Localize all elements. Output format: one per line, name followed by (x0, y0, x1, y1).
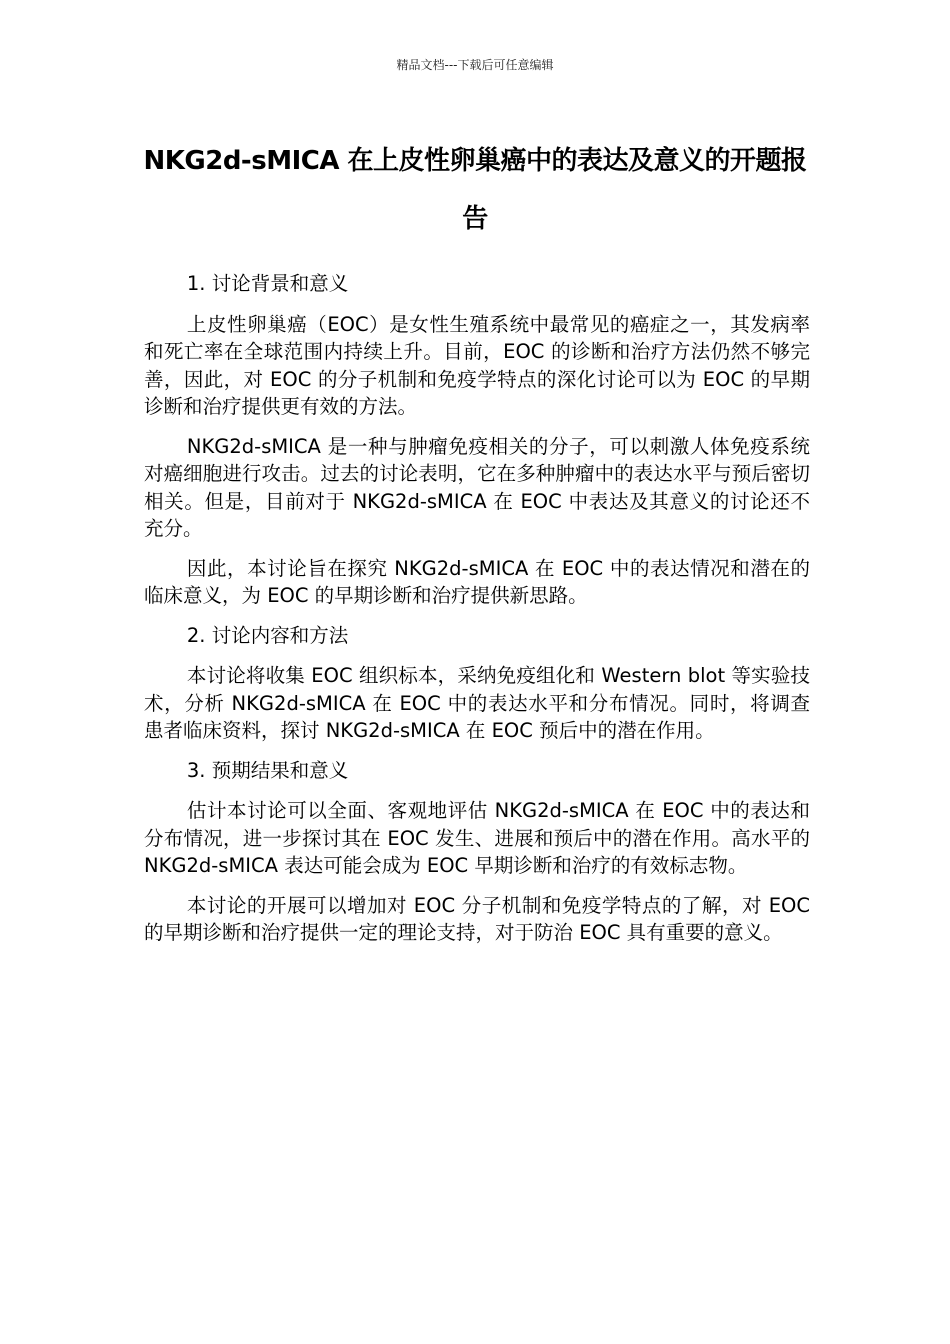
section-heading-methods: 2. 讨论内容和方法 (186, 623, 349, 647)
paragraph-background-2: NKG2d-sMICA 是一种与肿瘤免疫相关的分子，可以刺激人体免疫系统对癌细胞进行攻击。过去的讨论表明，它在多种肿瘤中的表达水平与预后密切相关。但是，目前对于 NKG2d-sMICA 在 EOC 中表达及其意义的讨论还不充分。 (144, 434, 810, 540)
header-note: 精品文档---下载后可任意编辑 (396, 58, 554, 72)
section-heading-background: 1. 讨论背景和意义 (186, 272, 349, 295)
paragraph-expected-results-2: 本讨论的开展可以增加对 EOC 分子机制和免疫学特点的了解，对 EOC 的早期诊断和治疗提供一定的理论支持，对于防治 EOC 具有重要的意义。 (144, 893, 810, 944)
section-heading-expected-results: 3. 预期结果和意义 (186, 758, 349, 782)
document-title: NKG2d-sMICA 在上皮性卵巢癌中的表达及意义的开题报告 (143, 146, 807, 234)
paragraph-background-1: 上皮性卵巢癌（EOC）是女性生殖系统中最常见的癌症之一，其发病率和死亡率在全球范围内持续上升。目前，EOC 的诊断和治疗方法仍然不够完善，因此，对 EOC 的分子机制和免疫学特点的深化讨论可以为 EOC 的早期诊断和治疗提供更有效的方法。 (144, 312, 810, 418)
paragraph-background-3: 因此，本讨论旨在探究 NKG2d-sMICA 在 EOC 中的表达情况和潜在的临床意义，为 EOC 的早期诊断和治疗提供新思路。 (144, 556, 810, 607)
paragraph-expected-results-1: 估计本讨论可以全面、客观地评估 NKG2d-sMICA 在 EOC 中的表达和分布情况，进一步探讨其在 EOC 发生、进展和预后中的潜在作用。高水平的 NKG2d-sMICA 表达可能会成为 EOC 早期诊断和治疗的有效标志物。 (144, 799, 810, 877)
paragraph-methods-1: 本讨论将收集 EOC 组织标本，采纳免疫组化和 Western blot 等实验技术，分析 NKG2d-sMICA 在 EOC 中的表达水平和分布情况。同时，将调查患者临床资料，探讨 NKG2d-sMICA 在 EOC 预后中的潜在作用。 (144, 664, 810, 742)
document-body (144, 270, 810, 959)
